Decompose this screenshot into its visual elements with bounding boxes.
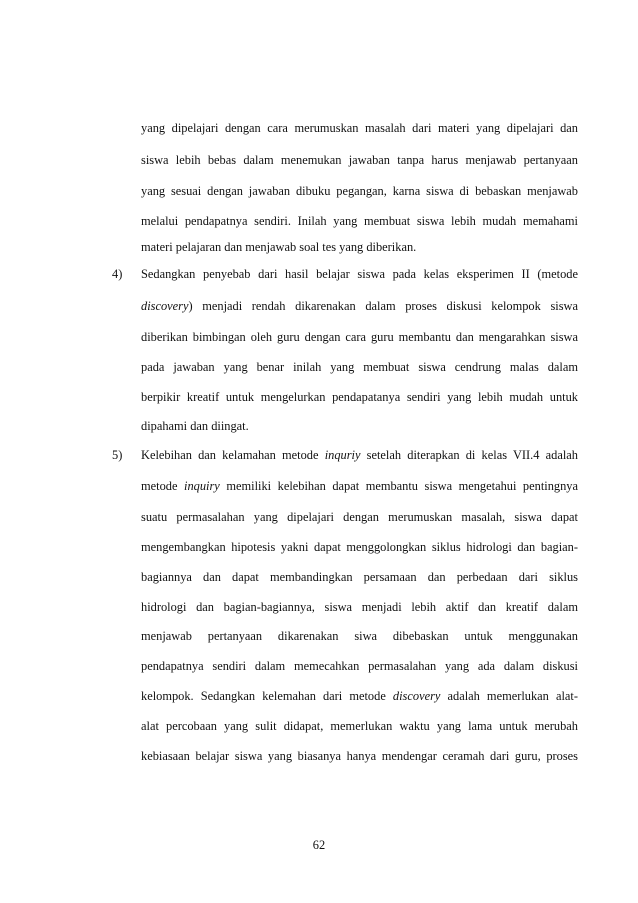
body-text-line: alat percobaan yang sulit didapat, memerlukan waktu yang lama untuk merubah [141, 719, 578, 733]
text-segment: Kelebihan dan kelamahan metode [141, 448, 325, 462]
page-number: 62 [312, 838, 326, 852]
body-text-line: melalui pendapatnya sendiri. Inilah yang membuat siswa lebih mudah memahami [141, 214, 578, 228]
body-text-line: suatu permasalahan yang dipelajari dengan merumuskan masalah, siswa dapat [141, 510, 578, 524]
body-text-line: diberikan bimbingan oleh guru dengan cara guru membantu dan mengarahkan siswa [141, 330, 578, 344]
italic-term: inquriy [324, 448, 361, 462]
list-number: 4) [112, 267, 123, 281]
italic-term: inquiry [184, 479, 220, 493]
body-text-line [141, 478, 578, 494]
body-text-line: yang dipelajari dengan cara merumuskan masalah dari materi yang dipelajari dan [141, 121, 578, 135]
body-text-line: materi pelajaran dan menjawab soal tes yang diberikan. [141, 240, 417, 254]
body-text-line: menjawab pertanyaan dikarenakan siwa dibebaskan untuk menggunakan [141, 629, 578, 643]
text-segment: adalah memerlukan alat- [440, 689, 578, 703]
text-segment: setelah diterapkan di kelas VII.4 adalah [360, 448, 578, 462]
body-text-line: kebiasaan belajar siswa yang biasanya hanya mendengar ceramah dari guru, proses [141, 749, 578, 763]
body-text-line [141, 298, 578, 314]
body-text-line: dipahami dan diingat. [141, 419, 249, 433]
body-text-line: Sedangkan penyebab dari hasil belajar siswa pada kelas eksperimen II (metode [141, 267, 578, 281]
body-text-line: hidrologi dan bagian-bagiannya, siswa menjadi lebih aktif dan kreatif dalam [141, 600, 578, 614]
text-segment: metode [141, 479, 185, 493]
text-segment: ) menjadi rendah dikarenakan dalam proses diskusi kelompok siswa [188, 299, 578, 313]
body-text-line [141, 688, 578, 704]
body-text-line: bagiannya dan dapat membandingkan persamaan dan perbedaan dari siklus [141, 570, 578, 584]
italic-term: discovery [141, 299, 189, 313]
body-text-line: pada jawaban yang benar inilah yang membuat siswa cendrung malas dalam [141, 360, 578, 374]
text-segment: kelompok. Sedangkan kelemahan dari metode [141, 689, 393, 703]
body-text-line: pendapatnya sendiri dalam memecahkan permasalahan yang ada dalam diskusi [141, 659, 578, 673]
body-text-line: mengembangkan hipotesis yakni dapat menggolongkan siklus hidrologi dan bagian- [141, 540, 578, 554]
body-text-line: yang sesuai dengan jawaban dibuku pegangan, karna siswa di bebaskan menjawab [141, 184, 578, 198]
italic-term: discovery [392, 689, 441, 703]
body-text-line: berpikir kreatif untuk mengelurkan pendapatanya sendiri yang lebih mudah untuk [141, 390, 578, 404]
body-text-line [141, 447, 578, 463]
list-number: 5) [112, 448, 123, 462]
text-segment: memiliki kelebihan dapat membantu siswa mengetahui pentingnya [219, 479, 578, 493]
body-text-line: siswa lebih bebas dalam menemukan jawaban tanpa harus menjawab pertanyaan [141, 153, 578, 167]
